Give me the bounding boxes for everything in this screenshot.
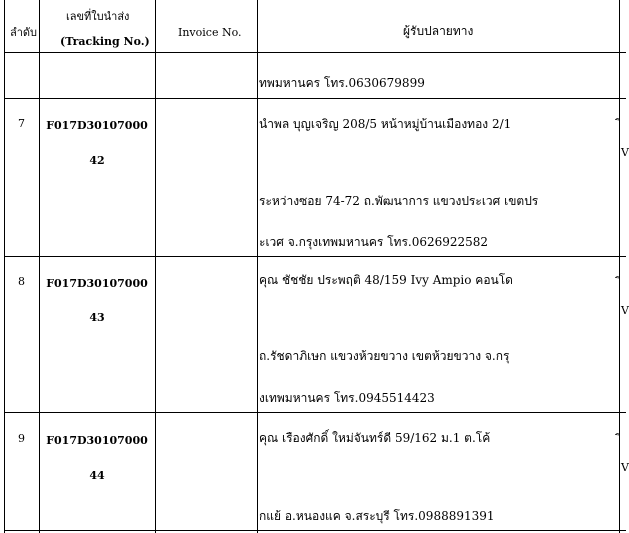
header-seq: ลำดับ [10, 26, 38, 39]
row-cutoff-text: V [621, 304, 629, 317]
header-invoice: Invoice No. [178, 26, 242, 39]
row-address-line: ทพมหานคร โทร.0630679899 [259, 76, 425, 90]
row-seq: 9 [18, 432, 25, 445]
row-seq: 7 [18, 117, 25, 130]
header-tracking-thai: เลขที่ใบนำส่ง [66, 10, 130, 23]
row-tracking-number: F017D30107000 [46, 277, 148, 290]
row-cutoff-text: V [621, 146, 629, 159]
row-tracking-suffix: 42 [89, 154, 105, 167]
row-tracking-suffix: 43 [89, 311, 105, 324]
column-divider [257, 0, 258, 533]
column-divider [39, 0, 40, 533]
row-tracking-suffix: 44 [89, 469, 105, 482]
row-tracking-number: F017D30107000 [46, 434, 148, 447]
row-address-line: งเทพมหานคร โทร.0945514423 [259, 391, 435, 405]
row-tracking-number: F017D30107000 [46, 119, 148, 132]
row-divider [4, 98, 626, 99]
row-address-line: ะเวศ จ.กรุงเทพมหานคร โทร.0626922582 [259, 235, 489, 249]
row-divider [4, 412, 626, 413]
header-recipient: ผู้รับปลายทาง [403, 24, 474, 38]
column-divider [4, 0, 5, 533]
row-divider [4, 530, 626, 531]
row-address-line: ถ.รัชดาภิเษก แขวงห้วยขวาง เขตห้วยขวาง จ.กรุ [259, 349, 510, 363]
column-divider [155, 0, 156, 533]
row-seq: 8 [18, 275, 25, 288]
header-tracking-english: (Tracking No.) [60, 35, 150, 48]
row-address-line: คุณ ชัชชัย ประพฤติ 48/159 Ivy Ampio คอนโด [259, 273, 513, 287]
row-divider [4, 256, 626, 257]
row-address-line: คุณ เรืองศักดิ์ ใหม่จันทร์ดี 59/162 ม.1 ต.โค้ [259, 431, 491, 445]
row-address-line: นำพล บุญเจริญ 208/5 หน้าหมู่บ้านเมืองทอง 2/1 [259, 117, 512, 131]
row-address-line: กแย้ อ.หนองแค จ.สระบุรี โทร.0988891391 [259, 509, 495, 523]
column-divider [619, 0, 620, 533]
row-divider [4, 52, 626, 53]
row-address-line: ระหว่างซอย 74-72 ถ.พัฒนาการ แขวงประเวศ เขตปร [259, 194, 539, 208]
row-cutoff-text: V [621, 461, 629, 474]
